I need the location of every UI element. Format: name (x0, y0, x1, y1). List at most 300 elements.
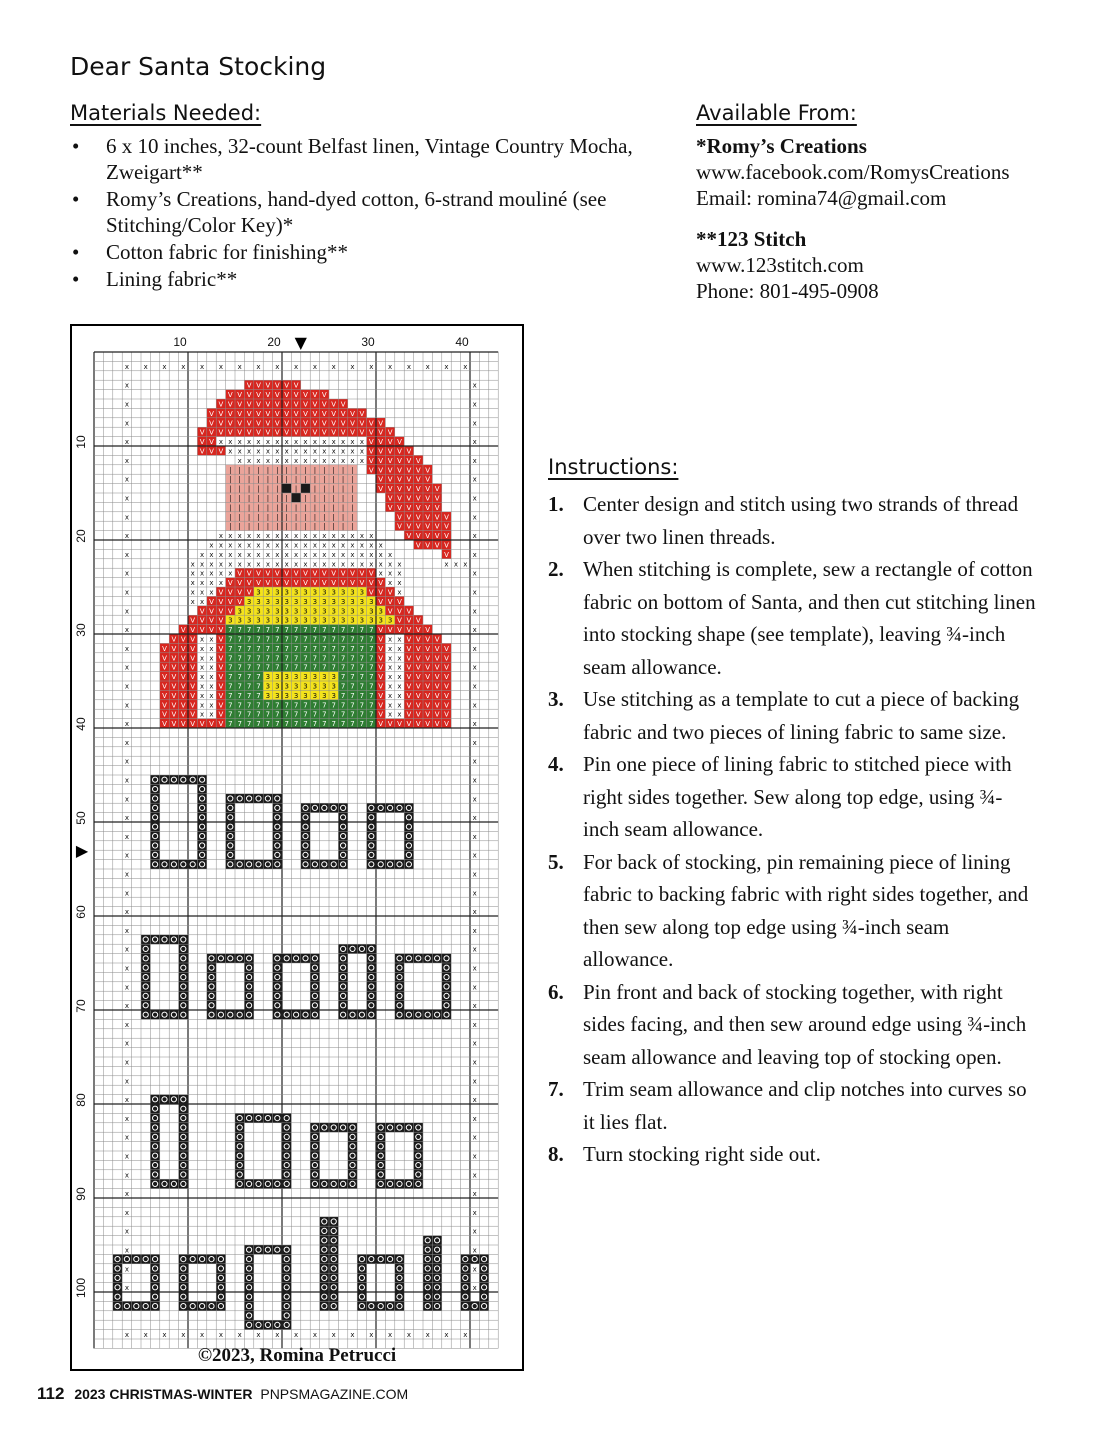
stitch-symbol: V (444, 550, 449, 559)
stitch-letter (207, 1301, 216, 1310)
stitch-symbol: x (265, 532, 270, 541)
stitch-symbol: x (350, 560, 355, 569)
stitch-symbol: V (368, 419, 374, 428)
stitch-symbol: x (472, 1190, 477, 1199)
stitch-symbol: V (265, 579, 271, 588)
stitch-symbol: 7 (265, 644, 271, 653)
stitch-symbol: 7 (284, 626, 289, 635)
stitch-symbol: x (312, 447, 317, 456)
stitch-letter (442, 972, 451, 981)
stitch-symbol: V (434, 691, 440, 700)
stitch-symbol: | (238, 522, 241, 531)
stitch-symbol: | (257, 522, 260, 531)
stitch-symbol: V (293, 381, 299, 390)
stitch-symbol: V (162, 710, 167, 719)
stitch-symbol: 7 (340, 701, 346, 710)
stitch-letter (141, 1301, 150, 1310)
stitch-symbol: x (275, 550, 280, 559)
stitch-symbol: | (294, 503, 298, 512)
stitch-symbol: 7 (359, 635, 365, 644)
stitch-symbol: 7 (293, 663, 299, 672)
step-number: 1. (548, 492, 564, 516)
stitch-symbol: x (294, 532, 299, 541)
stitch-symbol: | (285, 522, 288, 531)
stitch-letter (338, 860, 347, 869)
stitch-letter (150, 794, 159, 803)
stitch-letter (348, 1179, 357, 1188)
stitch-symbol: 7 (359, 654, 365, 663)
stitch-symbol: x (388, 579, 393, 588)
stitch-symbol: x (124, 814, 129, 823)
stitch-symbol: V (434, 541, 440, 550)
stitch-symbol: 7 (322, 654, 327, 663)
stitch-symbol: V (312, 419, 318, 428)
stitch-letter (150, 1264, 159, 1273)
stitch-symbol: x (312, 1331, 317, 1340)
stitch-symbol: x (124, 475, 129, 484)
stitch-symbol: 3 (312, 691, 318, 700)
stitch-letter (357, 944, 366, 953)
stitch-letter (226, 831, 235, 840)
stitch-symbol: V (415, 701, 421, 710)
stitch-symbol: 7 (322, 635, 327, 644)
stitch-symbol: x (124, 513, 129, 522)
stitch-symbol: x (378, 550, 383, 559)
stitch-symbol: 3 (387, 616, 393, 625)
chart-row-label: 70 (74, 999, 88, 1013)
stitch-symbol: 7 (237, 720, 242, 729)
stitch-symbol: x (200, 701, 205, 710)
stitch-symbol: V (378, 579, 384, 588)
stitch-symbol: V (199, 626, 205, 635)
stitch-letter (376, 1179, 385, 1188)
stitch-symbol: V (303, 569, 308, 578)
stitch-symbol: V (265, 400, 271, 409)
instructions-heading: Instructions: (548, 455, 679, 479)
stitch-symbol: x (388, 550, 393, 559)
stitch-letter (301, 1010, 310, 1019)
stitch-symbol: | (313, 466, 317, 475)
stitch-symbol: 7 (303, 626, 308, 635)
stitch-symbol: x (350, 550, 355, 559)
stitch-letter (320, 1254, 329, 1263)
stitch-letter (169, 775, 178, 784)
stitch-symbol: x (200, 682, 205, 691)
stitch-symbol: V (444, 522, 449, 531)
stitch-symbol: | (332, 494, 335, 503)
stitch-symbol: V (284, 419, 290, 428)
stitch-letter (282, 1160, 291, 1169)
stitch-symbol: V (434, 522, 440, 531)
stitch-symbol: 7 (246, 720, 252, 729)
stitch-symbol: V (434, 503, 440, 512)
stitch-symbol: x (303, 438, 308, 447)
stitch-symbol: 3 (340, 597, 346, 606)
stitch-symbol: x (294, 447, 299, 456)
stitch-symbol: V (190, 682, 196, 691)
stitch-symbol: 3 (293, 597, 299, 606)
stitch-symbol: x (124, 400, 129, 409)
stitch-symbol: 3 (256, 588, 261, 597)
stitch-symbol: | (332, 475, 335, 484)
stitch-letter (423, 954, 432, 963)
stitch-symbol: V (162, 654, 167, 663)
stitch-symbol: x (124, 701, 129, 710)
stitch-letter (395, 1123, 404, 1132)
stitch-symbol: 7 (303, 710, 308, 719)
stitch-symbol: V (425, 485, 431, 494)
stitch-symbol: V (415, 456, 421, 465)
stitch-symbol: x (472, 1020, 477, 1029)
stitch-symbol: | (285, 513, 288, 522)
stitch-letter (282, 1170, 291, 1179)
stitch-symbol: x (369, 560, 374, 569)
stitch-symbol: x (284, 550, 289, 559)
stitch-symbol: | (247, 475, 251, 484)
stitch-symbol: V (209, 597, 214, 606)
stitch-symbol: V (180, 682, 186, 691)
stitch-symbol: 7 (246, 654, 252, 663)
stitch-symbol: 3 (369, 616, 374, 625)
stitch-symbol: V (227, 409, 233, 418)
stitch-symbol: x (275, 532, 280, 541)
stitch-symbol: 7 (312, 635, 318, 644)
stitch-letter (329, 1217, 338, 1226)
chart-column-label: 30 (361, 335, 375, 349)
stitch-letter (367, 972, 376, 981)
stitch-symbol: V (406, 654, 412, 663)
stitch-symbol: x (397, 701, 402, 710)
stitch-letter (179, 1095, 188, 1104)
stitch-symbol: x (124, 438, 129, 447)
stitch-symbol: 7 (246, 635, 252, 644)
stitch-symbol: V (368, 569, 374, 578)
stitch-letter (338, 991, 347, 1000)
stitch-letter (320, 1179, 329, 1188)
stitch-symbol: V (218, 701, 224, 710)
stitch-symbol: V (331, 400, 337, 409)
step-text: For back of stocking, pin remaining piece of lining fabric to backing fabric with right sides together, and then sew along top edge using ¾-inch seam allowance. (583, 849, 1029, 971)
stitch-symbol: V (415, 522, 421, 531)
stitch-letter (404, 813, 413, 822)
stitch-symbol: V (293, 569, 299, 578)
stitch-symbol: x (341, 456, 346, 465)
stitch-letter (320, 1301, 329, 1310)
stitch-symbol: 7 (284, 720, 289, 729)
stitch-symbol: 7 (369, 644, 374, 653)
stitch-symbol: x (312, 550, 317, 559)
stitch-symbol: 3 (331, 673, 336, 682)
stitch-letter (395, 963, 404, 972)
stitch-symbol: 7 (359, 691, 365, 700)
stitch-symbol: V (406, 635, 412, 644)
stitch-symbol: 7 (256, 710, 261, 719)
stitch-symbol: V (415, 513, 421, 522)
stitch-letter (197, 1254, 206, 1263)
stitch-letter (395, 1283, 404, 1292)
stitch-symbol: V (444, 682, 449, 691)
stitch-letter (160, 1179, 169, 1188)
stitch-symbol: V (180, 654, 186, 663)
stitch-symbol: x (124, 1331, 129, 1340)
stitch-symbol: x (294, 438, 299, 447)
stitch-symbol: 3 (322, 673, 327, 682)
stitch-symbol: x (341, 550, 346, 559)
stitch-letter (414, 1170, 423, 1179)
stitch-symbol: V (274, 579, 280, 588)
stitch-symbol: x (425, 1331, 430, 1340)
stitch-letter (301, 850, 310, 859)
stitch-letter (461, 1301, 470, 1310)
stitch-symbol: V (406, 503, 412, 512)
stitch-symbol: V (312, 391, 318, 400)
stitch-symbol: | (238, 503, 241, 512)
stitch-letter (348, 1010, 357, 1019)
chart-row-label: 20 (74, 529, 88, 543)
stitch-symbol: x (388, 682, 393, 691)
stitch-symbol: x (124, 381, 129, 390)
stitch-letter (442, 982, 451, 991)
stitch-symbol: x (472, 1208, 477, 1217)
stitch-symbol: 7 (303, 701, 308, 710)
stitch-symbol: x (350, 362, 355, 371)
stitch-letter (273, 972, 282, 981)
stitch-symbol: x (341, 541, 346, 550)
stitch-symbol: 7 (340, 635, 346, 644)
stitch-letter (348, 1151, 357, 1160)
stitch-symbol: V (256, 400, 261, 409)
stitch-symbol: x (284, 532, 289, 541)
stitch-symbol: 3 (265, 691, 271, 700)
stitch-symbol: V (350, 409, 355, 418)
stitch-symbol: V (256, 428, 261, 437)
step-text: Pin front and back of stocking together, with right sides facing, and then sew around edge using ¾-inch seam allowance and leaving top of stocking open. (583, 979, 1027, 1069)
stitch-symbol: | (294, 466, 298, 475)
stitch-letter (113, 1264, 122, 1273)
stitch-symbol: 7 (293, 635, 299, 644)
stitch-symbol: x (312, 532, 317, 541)
stitch-letter (338, 982, 347, 991)
chart-copyright: ©2023, Romina Petrucci (197, 1345, 397, 1366)
stitch-symbol: | (238, 466, 241, 475)
stitch-symbol: V (293, 419, 299, 428)
stitch-symbol: 7 (350, 663, 355, 672)
stitch-letter (150, 803, 159, 812)
stitch-symbol: 7 (256, 720, 261, 729)
stitch-letter (150, 784, 159, 793)
stitch-letter (254, 1179, 263, 1188)
stitch-symbol: x (472, 983, 477, 992)
stitch-symbol: V (274, 419, 280, 428)
stitch-letter (376, 1254, 385, 1263)
stitch-symbol: V (387, 447, 393, 456)
stitch-letter (432, 1283, 441, 1292)
stitch-symbol: 7 (284, 635, 289, 644)
stitch-letter (395, 1001, 404, 1010)
stitch-letter (282, 1264, 291, 1273)
stitch-letter (320, 1123, 329, 1132)
stitch-letter (301, 954, 310, 963)
stitch-symbol: x (200, 362, 205, 371)
stitch-symbol: V (190, 635, 196, 644)
stitch-symbol: V (378, 663, 384, 672)
stitch-symbol: V (284, 391, 290, 400)
stitch-letter (432, 1010, 441, 1019)
stitch-letter (367, 1010, 376, 1019)
stitch-symbol: | (229, 513, 232, 522)
stitch-symbol: V (312, 569, 318, 578)
stitch-symbol: x (209, 569, 214, 578)
stitch-symbol: 3 (369, 597, 374, 606)
stitch-symbol: 3 (265, 607, 271, 616)
stitch-symbol: 3 (303, 597, 308, 606)
stitch-letter (263, 1179, 272, 1188)
stitch-symbol: x (350, 1331, 355, 1340)
stitch-symbol: V (434, 663, 440, 672)
stitch-symbol: V (227, 597, 233, 606)
stitch-symbol: 7 (312, 626, 318, 635)
stitch-symbol: 7 (228, 673, 233, 682)
stitch-symbol: 7 (369, 701, 374, 710)
stitch-symbol: V (406, 663, 412, 672)
stitch-symbol: V (256, 569, 261, 578)
stitch-symbol: V (331, 428, 337, 437)
stitch-symbol: V (378, 635, 384, 644)
stitch-symbol: 7 (293, 710, 299, 719)
stitch-symbol: V (237, 588, 243, 597)
stitch-letter (179, 1160, 188, 1169)
stitch-letter (395, 954, 404, 963)
stitch-symbol: | (247, 466, 251, 475)
stitch-letter (216, 1010, 225, 1019)
stitch-symbol: x (218, 362, 223, 371)
chart-row-label: 40 (74, 717, 88, 731)
stitch-symbol: V (340, 569, 346, 578)
stitch-symbol: V (406, 720, 412, 729)
stitch-letter (226, 860, 235, 869)
stitch-symbol: | (276, 485, 279, 494)
stitch-symbol: V (312, 409, 318, 418)
stitch-symbol: x (190, 569, 195, 578)
stitch-symbol: V (415, 663, 421, 672)
stitch-symbol: x (218, 532, 223, 541)
stitch-letter (179, 935, 188, 944)
stitch-letter (207, 972, 216, 981)
stitch-letter (442, 991, 451, 1000)
stitch-letter (197, 775, 206, 784)
stitch-letter (141, 972, 150, 981)
stitch-letter (357, 1264, 366, 1273)
stitch-symbol: x (247, 550, 252, 559)
stitch-symbol: 7 (312, 644, 318, 653)
stitch-symbol: | (276, 522, 279, 531)
stitch-letter (414, 1010, 423, 1019)
stitch-letter (404, 860, 413, 869)
stitch-symbol: x (209, 682, 214, 691)
stitch-letter (310, 982, 319, 991)
stitch-symbol: V (180, 691, 186, 700)
step-text: Use stitching as a template to cut a piece of backing fabric and two pieces of lining fabric to same size. (583, 687, 1020, 744)
stitch-letter (338, 963, 347, 972)
stitch-symbol: x (341, 532, 346, 541)
stitch-symbol: | (313, 494, 317, 503)
stitch-symbol: V (237, 419, 243, 428)
stitch-symbol: V (406, 691, 412, 700)
stitch-symbol: V (415, 503, 421, 512)
stitch-letter (244, 963, 253, 972)
stitch-letter (414, 954, 423, 963)
stitch-letter (226, 822, 235, 831)
stitch-symbol: V (415, 644, 421, 653)
stitch-letter (132, 1254, 141, 1263)
stitch-symbol: x (218, 550, 223, 559)
stitch-symbol: 3 (340, 588, 346, 597)
stitch-symbol: x (124, 663, 129, 672)
stitch-symbol: V (190, 663, 196, 672)
stitch-symbol: | (229, 522, 232, 531)
stitch-symbol: V (425, 475, 431, 484)
stitch-symbol: x (275, 560, 280, 569)
stitch-symbol: | (257, 494, 260, 503)
stitch-letter (179, 1001, 188, 1010)
stitch-symbol: | (229, 494, 232, 503)
stitch-symbol: 3 (237, 616, 242, 625)
stitch-symbol: V (340, 579, 346, 588)
stitch-symbol: 7 (340, 654, 346, 663)
stitch-symbol: x (124, 1020, 129, 1029)
stitch-letter (282, 1123, 291, 1132)
stitch-symbol: x (472, 588, 477, 597)
stitch-symbol: 7 (237, 635, 242, 644)
stitch-letter (376, 1170, 385, 1179)
stitch-symbol: | (351, 485, 354, 494)
stitch-symbol: 7 (312, 654, 318, 663)
stitch-symbol: x (124, 738, 129, 747)
stitch-symbol: x (378, 569, 383, 578)
stitch-symbol: | (323, 522, 326, 531)
stitch-symbol: V (180, 644, 186, 653)
stitch-symbol: x (209, 663, 214, 672)
stitch-symbol: V (444, 720, 449, 729)
stitch-symbol: x (124, 795, 129, 804)
stitch-symbol: 3 (284, 588, 289, 597)
stitch-letter (348, 1170, 357, 1179)
stitch-symbol: 3 (293, 588, 299, 597)
stitch-letter (367, 982, 376, 991)
stitch-symbol: 3 (265, 673, 271, 682)
stitch-symbol: V (209, 438, 214, 447)
stitch-symbol: x (369, 1331, 374, 1340)
stitch-symbol: x (303, 541, 308, 550)
stitch-symbol: V (397, 513, 402, 522)
stitch-symbol: x (124, 456, 129, 465)
stitch-symbol: 7 (228, 710, 233, 719)
stitch-symbol: x (388, 654, 393, 663)
stitch-symbol: 7 (331, 701, 336, 710)
stitch-symbol: x (472, 1171, 477, 1180)
stitch-symbol: V (274, 381, 280, 390)
stitch-letter (282, 1113, 291, 1122)
stitch-letter (442, 1010, 451, 1019)
stitch-symbol: V (199, 447, 205, 456)
stitch-symbol: V (415, 720, 421, 729)
stitch-symbol: x (275, 541, 280, 550)
stitch-symbol: x (378, 541, 383, 550)
stitch-symbol: V (190, 720, 196, 729)
stitch-symbol: x (200, 635, 205, 644)
stitch-symbol: 7 (369, 626, 374, 635)
stitch-symbol: V (293, 400, 299, 409)
